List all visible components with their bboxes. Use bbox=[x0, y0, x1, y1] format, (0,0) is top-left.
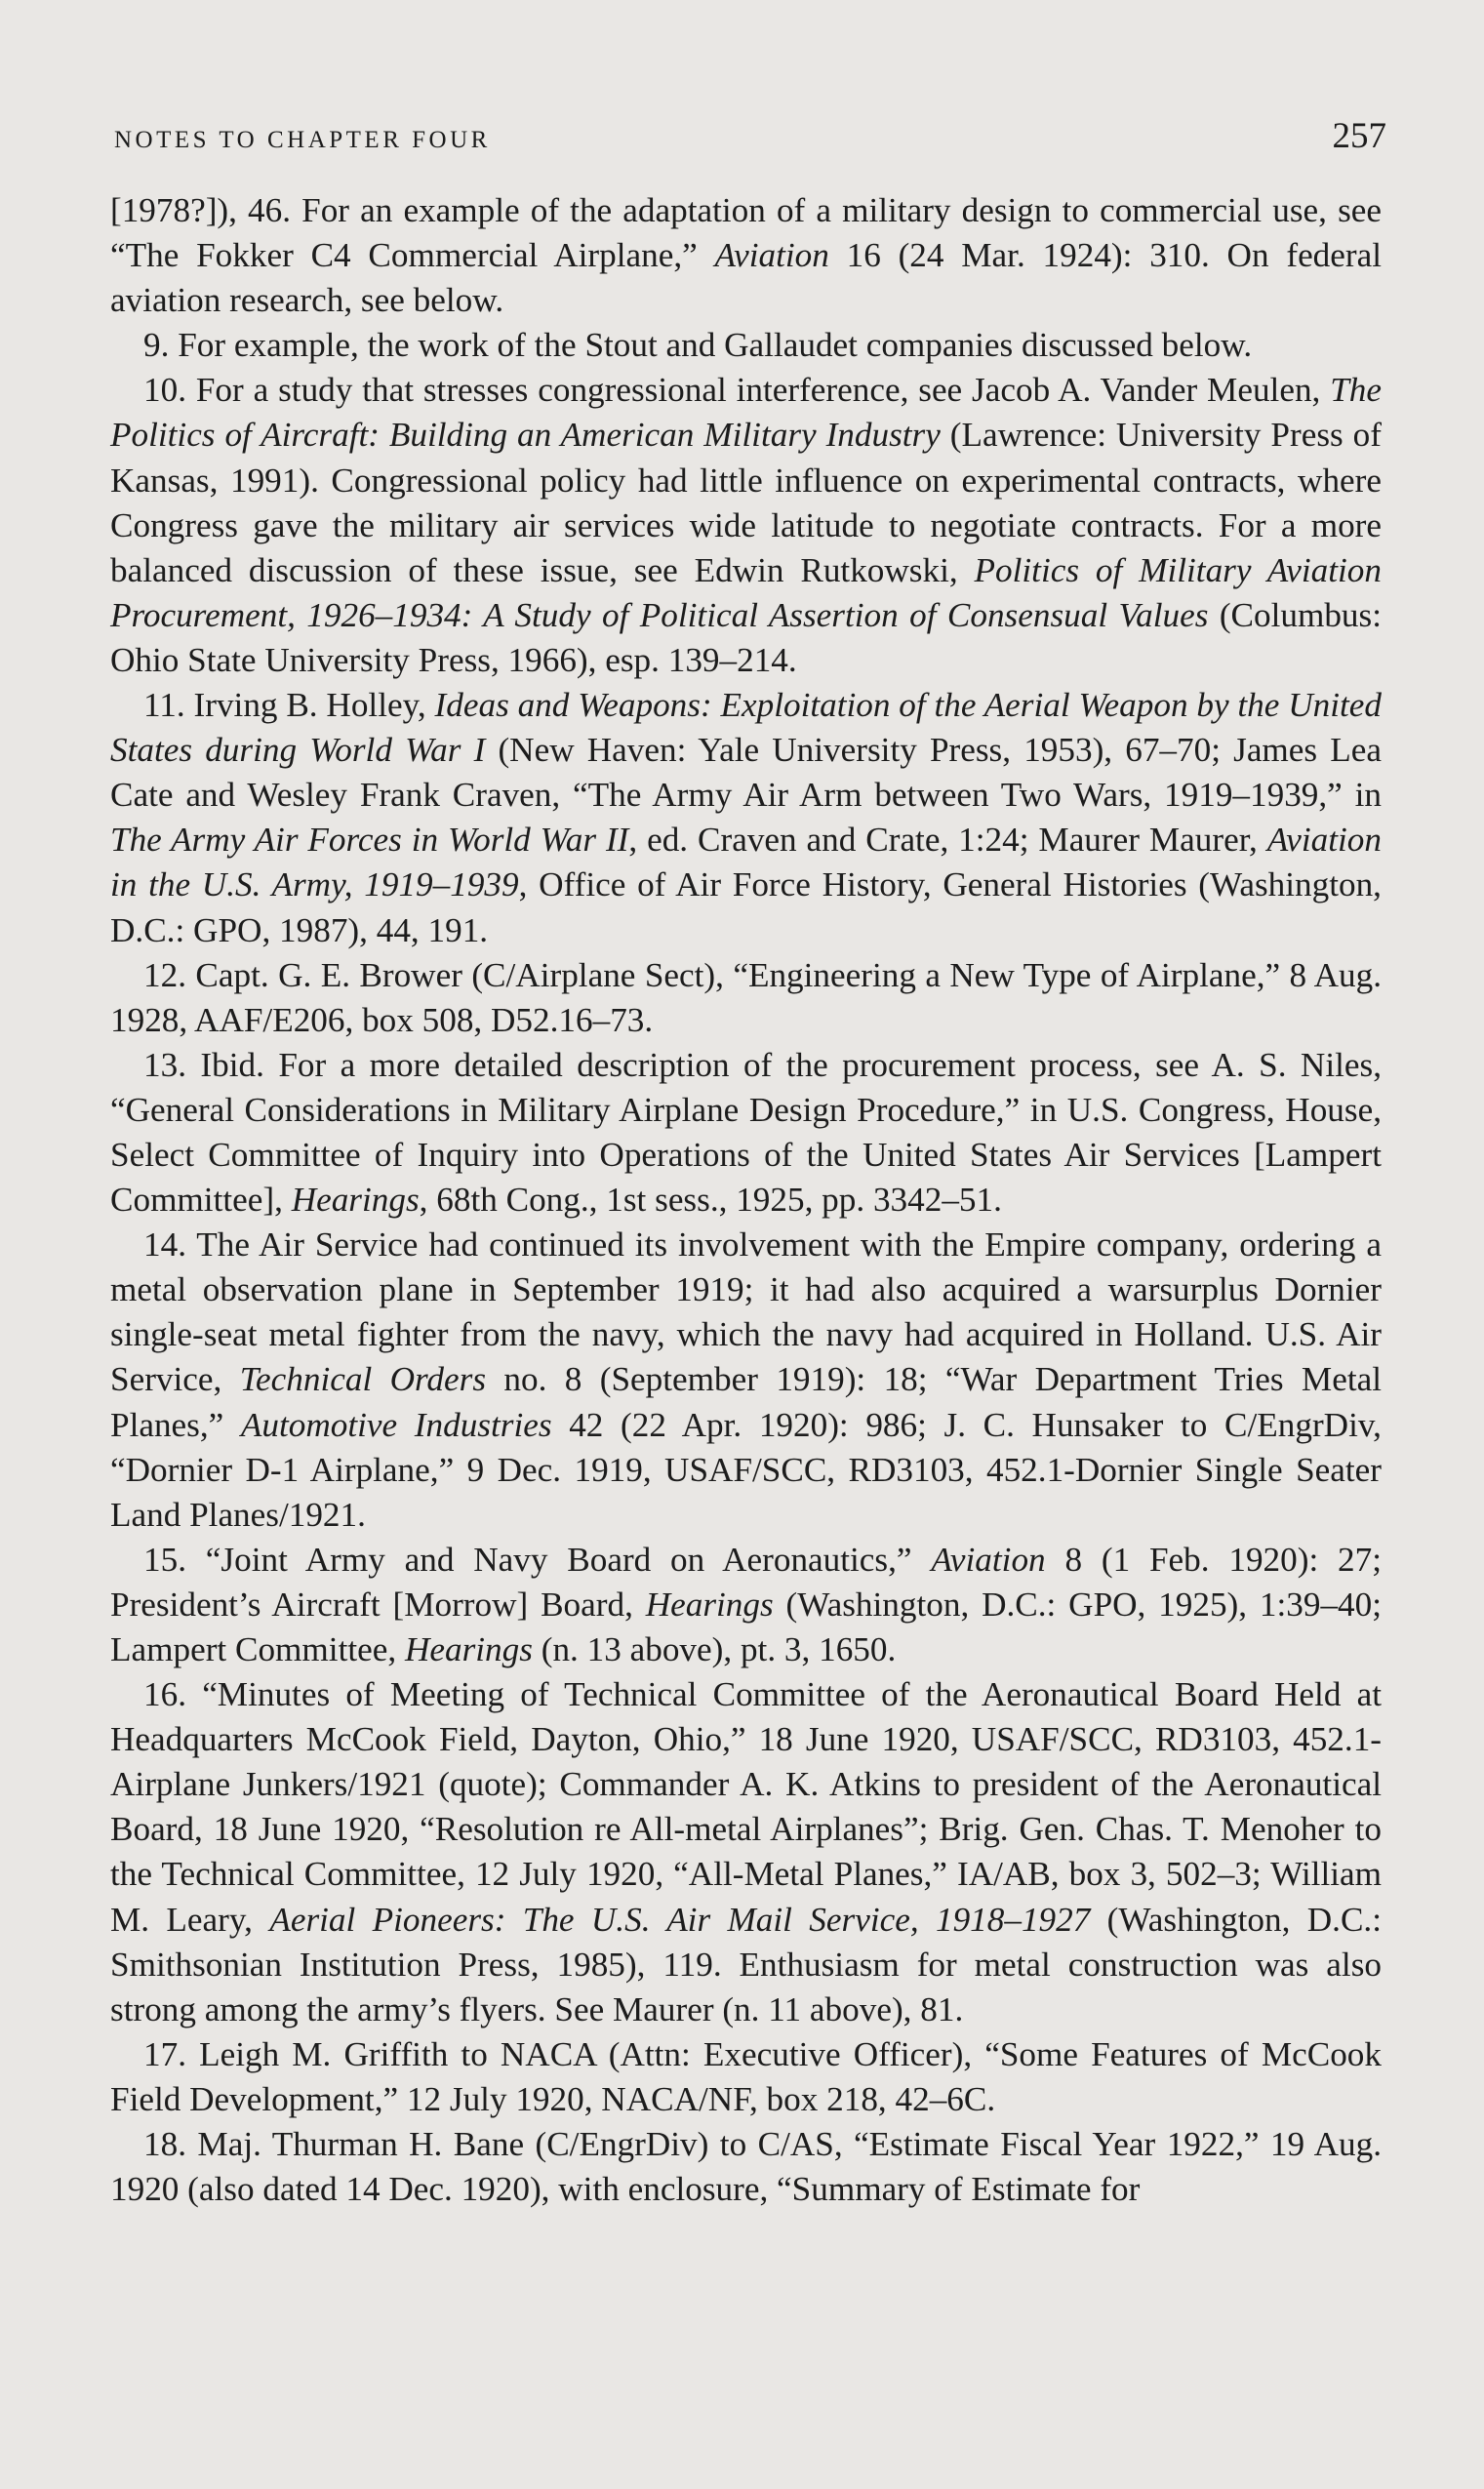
note-text: 42 (22 Apr. 1920): 986; J. C. Hunsaker to C/EngrDiv, “Dornier D-1 Airplane,” 9 Dec. 1919, USAF/SCC, RD3103, 452.1-Dornier Single Seater Land Planes/1921. bbox=[110, 1405, 1382, 1534]
italic-title: Ideas and Weapons: Exploitation of the Aerial Weapon by the United States during World War I bbox=[110, 686, 1382, 770]
italic-title: Automotive Industries bbox=[240, 1405, 552, 1444]
endnote bbox=[110, 1223, 1382, 1538]
note-text: (Lawrence: University Press of Kansas, 1991). Congressional policy had little influence on experimental contracts, where Congress gave the military air services wide latitude to negotiate contracts. For a more balanced discussion of these issue, see Edwin Rutkowski, bbox=[110, 416, 1382, 589]
note-text: Ibid. For a more detailed description of the procurement process, see A. S. Niles, “General Considerations in Military Airplane Design Procedure,” in U.S. Congress, House, Select Committee of Inquiry into Operations of the United States Air Services [Lampert Committee], bbox=[110, 1045, 1383, 1220]
note-text: (Columbus: Ohio State University Press, 1966), esp. 139–214. bbox=[110, 595, 1383, 679]
italic-title: The Politics of Aircraft: Building an American Military Industry bbox=[110, 371, 1382, 455]
note-text: (Washington, D.C.: GPO, 1925), 1:39–40; Lampert Committee, bbox=[110, 1585, 1383, 1668]
running-head bbox=[114, 115, 1386, 170]
italic-title: Hearings bbox=[404, 1630, 533, 1668]
note-text: , Office of Air Force History, General Histories (Washington, D.C.: GPO, 1987), 44, 191. bbox=[110, 865, 1382, 949]
endnote-number: 9. bbox=[143, 326, 170, 365]
note-text: Irving B. Holley, bbox=[193, 686, 435, 725]
endnote bbox=[110, 323, 1382, 368]
note-text: “Joint Army and Navy Board on Aeronautics,” bbox=[205, 1540, 932, 1579]
endnote-number: 16. bbox=[143, 1675, 186, 1714]
endnote-number: 18. bbox=[143, 2125, 186, 2164]
endnotes-list bbox=[110, 188, 1382, 2212]
italic-title: Technical Orders bbox=[239, 1360, 487, 1399]
endnote-number: 14. bbox=[143, 1225, 186, 1265]
italic-title: Aviation bbox=[931, 1540, 1046, 1579]
italic-title: Politics of Military Aviation Procurement, 1926–1934: A Study of Political Assertion of Consensual Values bbox=[110, 550, 1382, 634]
note-text: 16 (24 Mar. 1924): 310. On federal aviation research, see below. bbox=[110, 236, 1383, 320]
note-text: For example, the work of the Stout and Gallaudet companies discussed below. bbox=[178, 326, 1253, 365]
note-text: (Washington, D.C.: Smithsonian Institution Press, 1985), 119. Enthusiasm for metal construction was also strong among the army’s flyers. See Maurer (n. 11 above), 81. bbox=[110, 1900, 1383, 2028]
note-text: (n. 13 above), pt. 3, 1650. bbox=[532, 1630, 897, 1668]
endnote-number: 15. bbox=[143, 1540, 186, 1579]
chapter-running-title: NOTES TO CHAPTER FOUR bbox=[114, 127, 491, 153]
endnote-number: 17. bbox=[143, 2034, 186, 2073]
endnote bbox=[110, 2032, 1382, 2122]
endnote-number: 10. bbox=[143, 371, 186, 410]
italic-title: Aviation bbox=[714, 236, 829, 275]
endnote bbox=[110, 1538, 1382, 1672]
italic-title: Hearings bbox=[291, 1181, 420, 1220]
endnote-number: 13. bbox=[143, 1045, 186, 1084]
note-text: (New Haven: Yale University Press, 1953), 67–70; James Lea Cate and Wesley Frank Craven, “The Army Air Arm between Two Wars, 1919–1939,” in bbox=[110, 731, 1382, 815]
note-text: [1978?]), 46. For an example of the adaptation of a military design to commercial use, see “The Fokker C4 Commercial Airplane,” bbox=[110, 191, 1382, 275]
endnote bbox=[110, 1672, 1382, 2032]
italic-title: The Army Air Forces in World War II bbox=[110, 821, 629, 860]
note-text: For a study that stresses congressional interference, see Jacob A. Vander Meulen, bbox=[195, 371, 1331, 410]
endnote bbox=[110, 1043, 1382, 1223]
note-text: Maj. Thurman H. Bane (C/EngrDiv) to C/AS, “Estimate Fiscal Year 1922,” 19 Aug. 1920 (also dated 14 Dec. 1920), with enclosure, “Summary of Estimate for bbox=[110, 2125, 1383, 2209]
endnote bbox=[110, 683, 1382, 953]
page-number: 257 bbox=[1332, 116, 1386, 156]
endnote bbox=[110, 2122, 1382, 2212]
italic-title: Aerial Pioneers: The U.S. Air Mail Service, 1918–1927 bbox=[269, 1900, 1091, 1939]
note-text: The Air Service had continued its involvement with the Empire company, ordering a metal observation plane in September 1919; it had also acquired a warsurplus Dornier single-seat metal fighter from the navy, which the navy had acquired in Holland. U.S. Air Service, bbox=[110, 1225, 1382, 1399]
italic-title: Hearings bbox=[645, 1585, 774, 1624]
endnote-number: 12. bbox=[143, 955, 186, 994]
endnote-number: 11. bbox=[143, 686, 185, 725]
note-text: no. 8 (September 1919): 18; “War Department Tries Metal Planes,” bbox=[110, 1360, 1382, 1444]
note-text: , ed. Craven and Crate, 1:24; Maurer Maurer, bbox=[628, 821, 1267, 860]
note-text: 8 (1 Feb. 1920): 27; President’s Aircraft [Morrow] Board, bbox=[110, 1540, 1383, 1624]
note-text: Leigh M. Griffith to NACA (Attn: Executive Officer), “Some Features of McCook Field Development,” 12 July 1920, NACA/NF, box 218, 42–6C. bbox=[110, 2034, 1382, 2118]
note-text: “Minutes of Meeting of Technical Committee of the Aeronautical Board Held at Headquarters McCook Field, Dayton, Ohio,” 18 June 1920, USAF/SCC, RD3103, 452.1-Airplane Junkers/1921 (quote); Commander A. K. Atkins to president of the Aeronautical Board, 18 June 1920, “Resolution re All-metal Airplanes”; Brig. Gen. Chas. T. Menoher to the Technical Committee, 12 July 1920, “All-Metal Planes,” IA/AB, box 3, 502–3; William M. Leary, bbox=[110, 1675, 1382, 1939]
italic-title: Aviation in the U.S. Army, 1919–1939 bbox=[110, 821, 1382, 904]
endnote-continuation bbox=[110, 188, 1382, 323]
endnote bbox=[110, 953, 1382, 1043]
endnote bbox=[110, 368, 1382, 683]
note-text: , 68th Cong., 1st sess., 1925, pp. 3342–51. bbox=[419, 1181, 1002, 1220]
note-text: Capt. G. E. Brower (C/Airplane Sect), “Engineering a New Type of Airplane,” 8 Aug. 1928, AAF/E206, box 508, D52.16–73. bbox=[110, 955, 1383, 1039]
